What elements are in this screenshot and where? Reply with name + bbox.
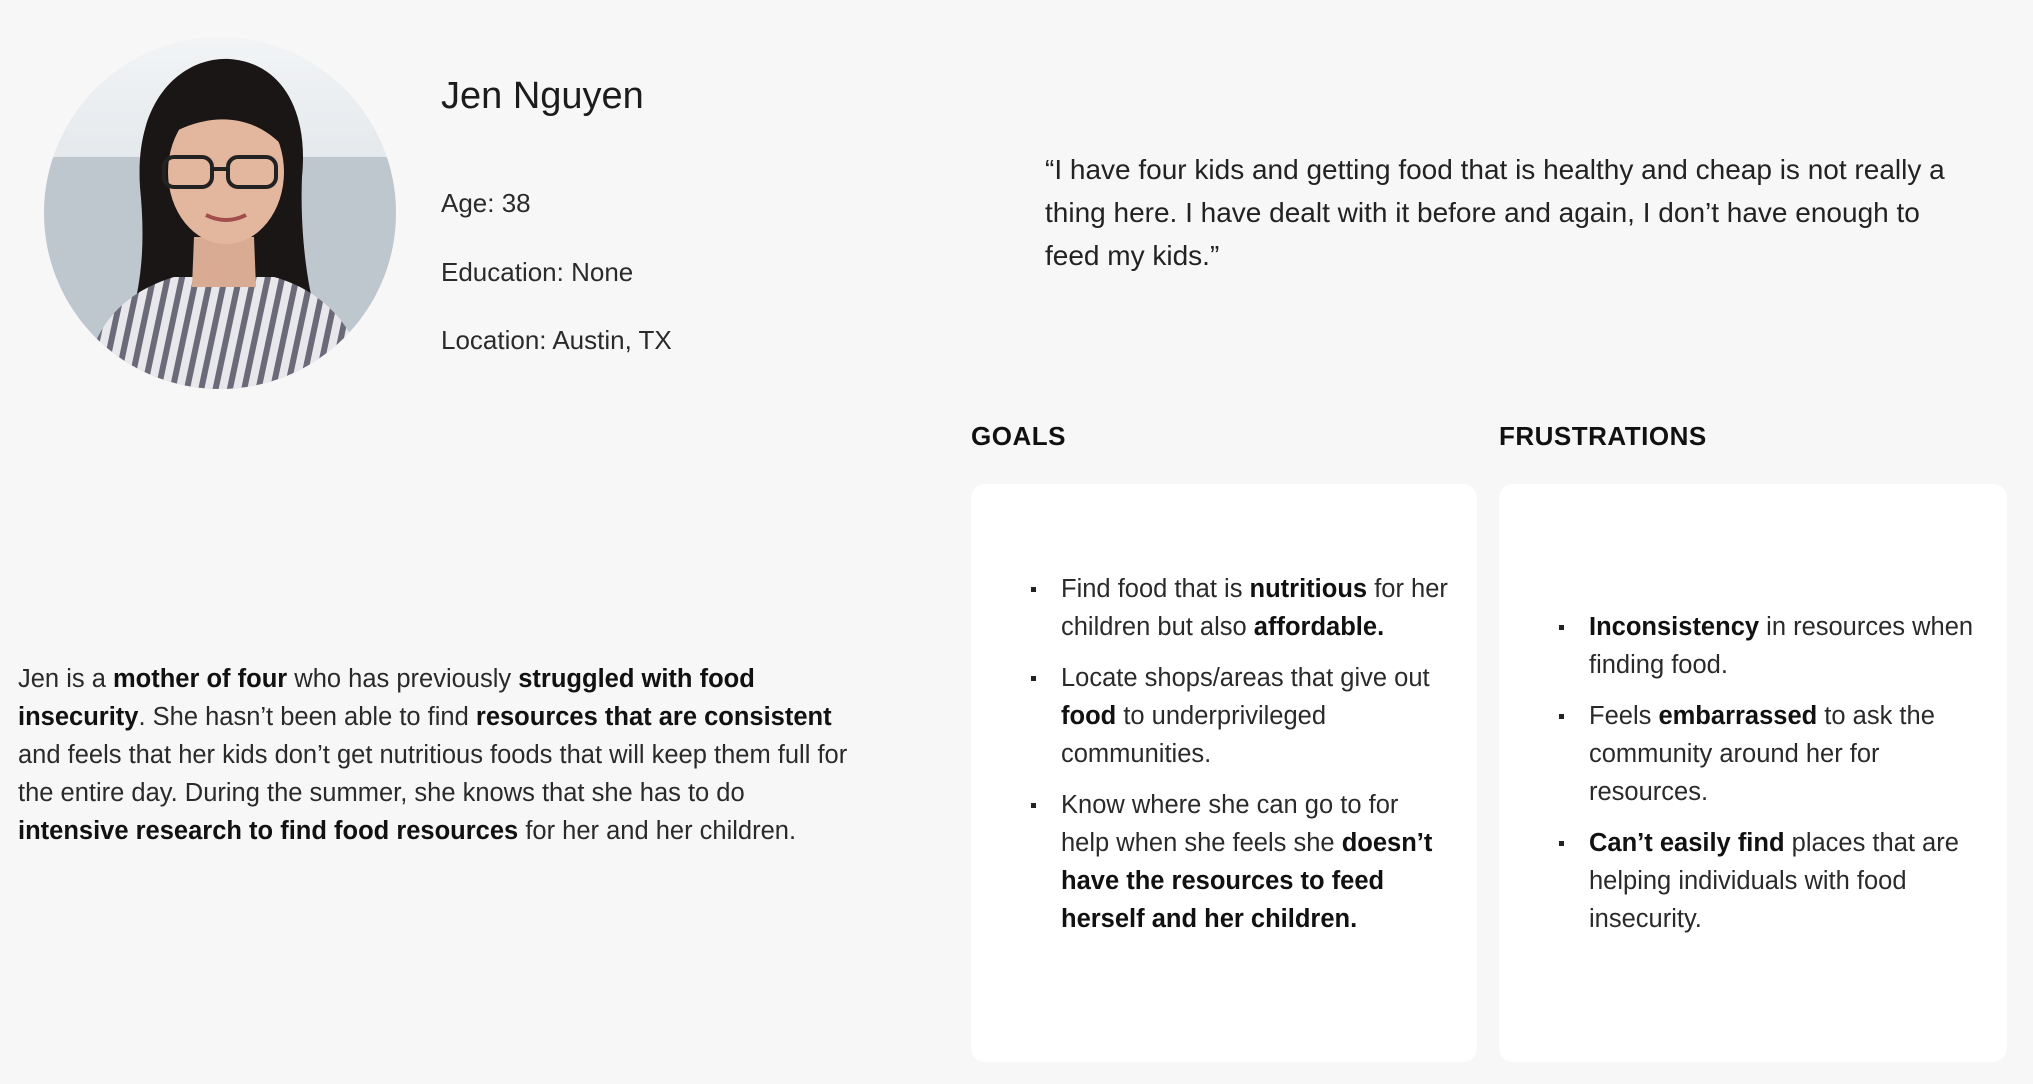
bold-text: embarrassed <box>1658 702 1818 730</box>
frustrations-list <box>1559 608 1979 951</box>
bullet-icon <box>1031 676 1036 681</box>
goal-item <box>1031 659 1451 773</box>
persona-education: Education: None <box>441 257 634 287</box>
text: in resources when finding food. <box>1589 613 1974 679</box>
bold-text: resources that are consistent <box>475 703 832 731</box>
text: Locate shops/areas that give out <box>1061 664 1430 692</box>
goal-item <box>1031 570 1451 646</box>
bold-text: doesn’t have the resources to feed herself and her children. <box>1061 829 1433 933</box>
persona-photo <box>44 37 396 389</box>
goal-item <box>1031 786 1451 938</box>
persona-location: Location: Austin, TX <box>441 325 672 355</box>
text: for her and her children. <box>518 817 797 845</box>
persona-age: Age: 38 <box>441 188 531 218</box>
persona-quote: “I have four kids and getting food that is healthy and cheap is not really a thing here. I have dealt with it before and again, I don’t have enough to feed my kids.” <box>1045 154 1945 271</box>
persona-photo-icon <box>44 37 396 389</box>
text: to ask the community around her for resources. <box>1589 702 1935 806</box>
persona-bio <box>18 660 858 850</box>
bold-text: struggled with food insecurity <box>18 665 755 731</box>
frustrations-heading: FRUSTRATIONS <box>1499 421 1707 451</box>
bullet-icon <box>1559 841 1564 846</box>
text: who has previously <box>287 665 519 693</box>
goals-heading: GOALS <box>971 421 1066 451</box>
persona-name: Jen Nguyen <box>441 75 644 117</box>
frustrations-card <box>1499 484 2007 1062</box>
frustration-item <box>1559 608 1979 684</box>
bold-text: intensive research to find food resources <box>18 817 519 845</box>
bullet-icon <box>1031 803 1036 808</box>
bold-text: Inconsistency <box>1589 613 1760 641</box>
text: Know where she can go to for help when she feels she <box>1061 791 1399 857</box>
text: and feels that her kids don’t get nutritious foods that will keep them full for the entire day. During the summer, she knows that she has to do <box>18 741 848 807</box>
bullet-icon <box>1559 625 1564 630</box>
bold-text: affordable. <box>1253 613 1385 641</box>
text: Feels <box>1589 702 1659 730</box>
frustration-item <box>1559 697 1979 811</box>
text: places that are helping individuals with food insecurity. <box>1589 829 1959 933</box>
text: . She hasn’t been able to find <box>138 703 476 731</box>
goals-card <box>971 484 1477 1062</box>
bold-text: Can’t easily find <box>1589 829 1785 857</box>
frustration-item <box>1559 824 1979 938</box>
bold-text: mother of four <box>112 665 288 693</box>
text: Jen is a <box>18 665 113 693</box>
bold-text: food <box>1061 702 1117 730</box>
text: to underprivileged communities. <box>1061 702 1327 768</box>
goals-list <box>1031 570 1451 951</box>
bold-text: nutritious <box>1249 575 1368 603</box>
bullet-icon <box>1031 587 1036 592</box>
bullet-icon <box>1559 714 1564 719</box>
text: Find food that is <box>1061 575 1250 603</box>
text: for her children but also <box>1061 575 1448 641</box>
